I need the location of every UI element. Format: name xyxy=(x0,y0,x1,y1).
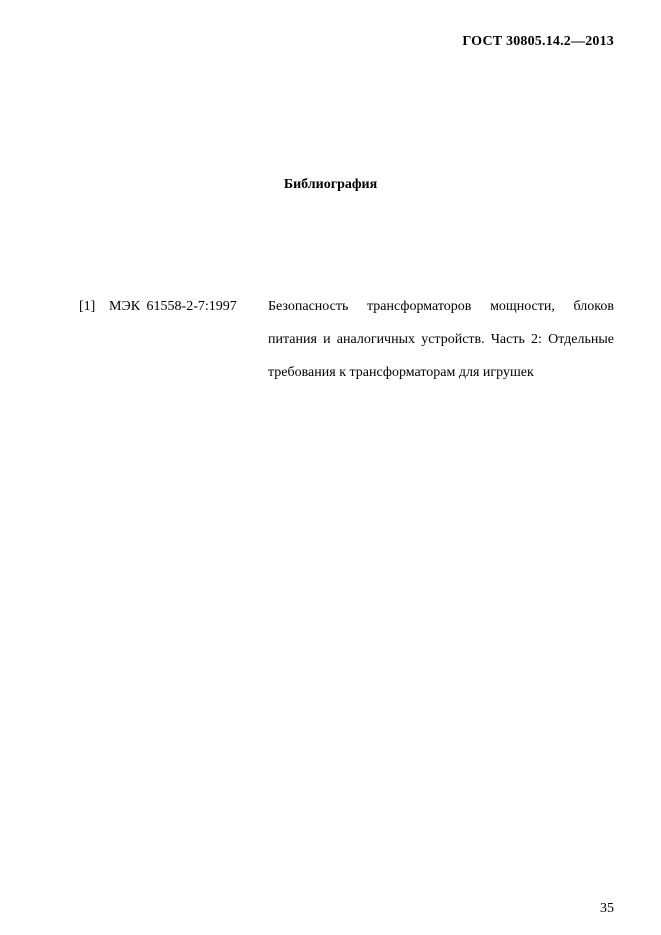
bibliography-entry-description: Безопасность трансформаторов мощности, блоков питания и аналогичных устройств. Часть 2: Отдельные требования к трансформаторам для игрушек xyxy=(268,299,614,380)
page-number: 35 xyxy=(600,901,614,916)
bibliography-title: Библиография xyxy=(283,177,378,192)
document-code-header: ГОСТ 30805.14.2—2013 xyxy=(462,34,614,49)
bibliography-entry-number: [1] xyxy=(79,299,96,314)
bibliography-entry-standard-code: МЭК 61558-2-7:1997 xyxy=(109,299,237,314)
